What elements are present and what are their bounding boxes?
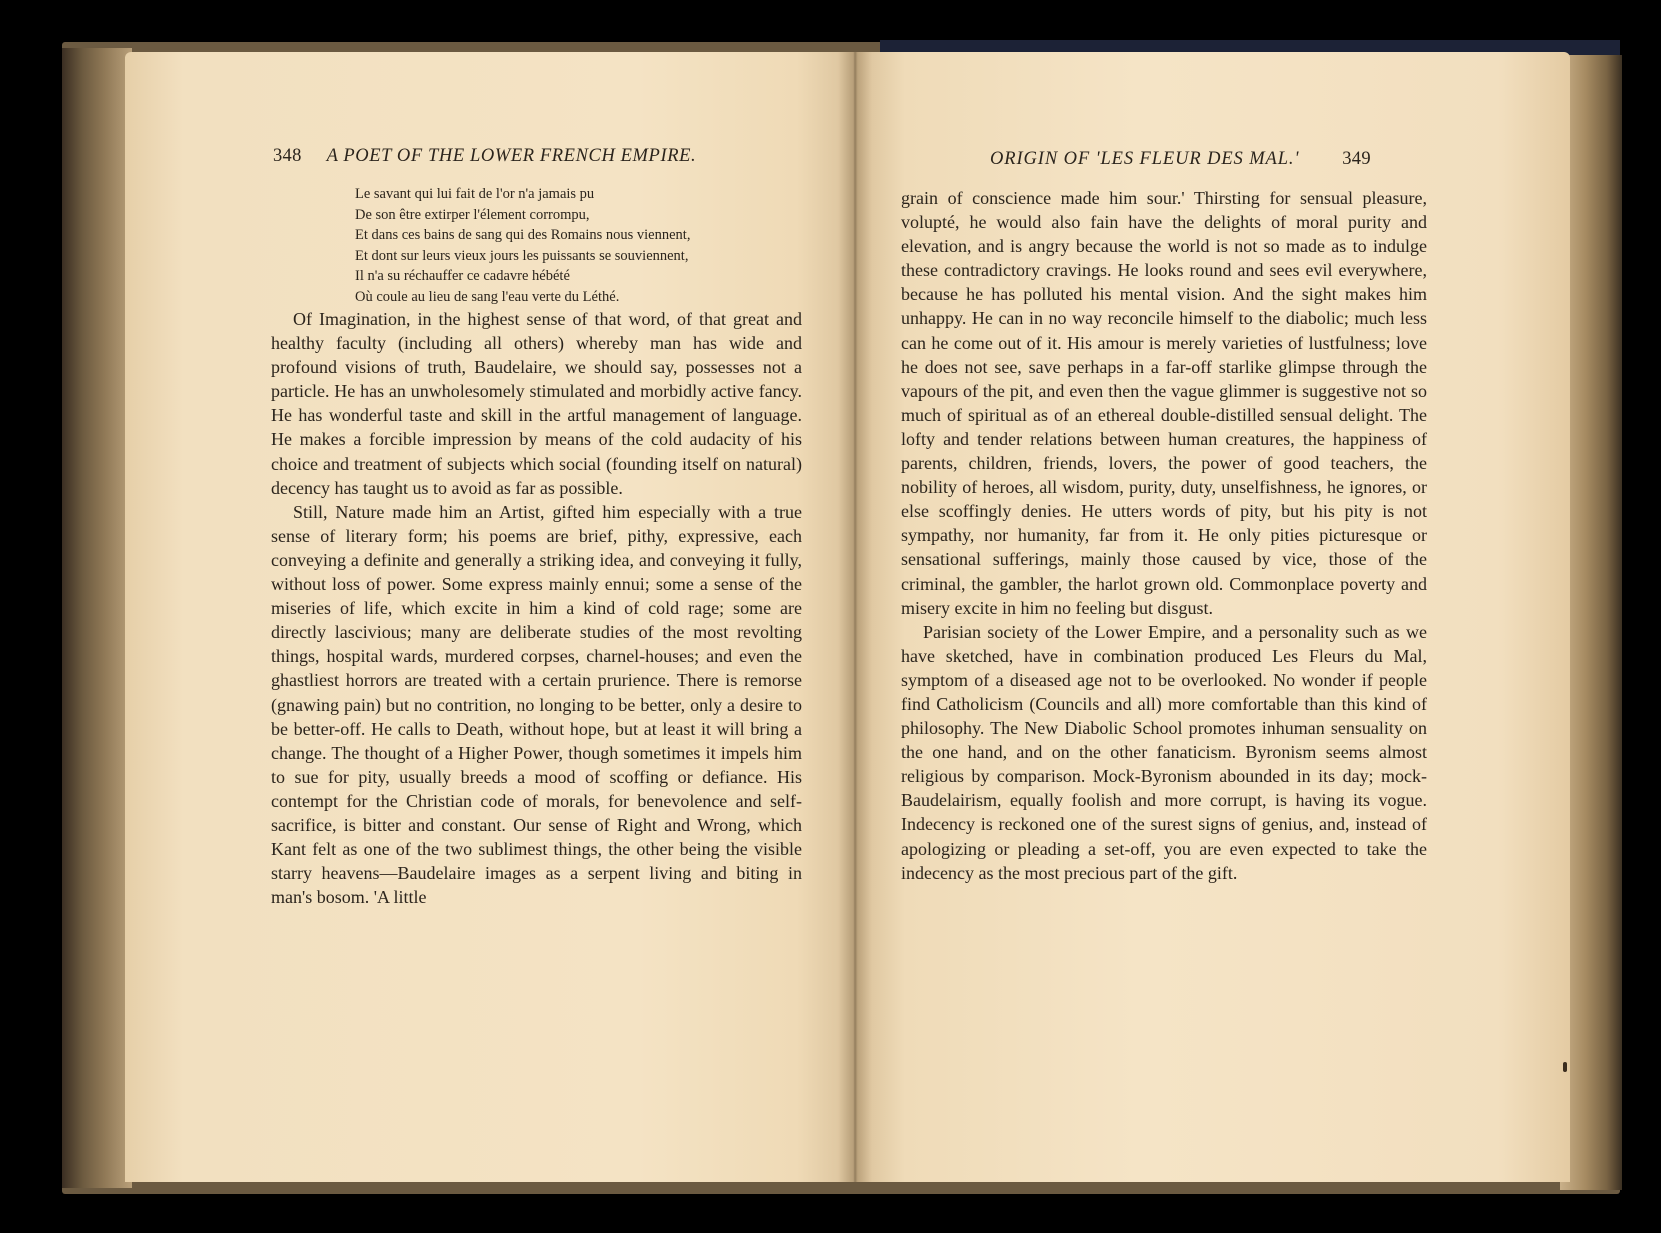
left-running-head	[273, 145, 696, 167]
left-page-title: A POET OF THE LOWER FRENCH EMPIRE.	[326, 146, 697, 166]
paper-speck	[1563, 1062, 1567, 1072]
verse-line: Il n'a su réchauffer ce cadavre hébété	[355, 268, 570, 284]
right-page-title: ORIGIN OF 'LES FLEUR DES MAL.'	[990, 149, 1300, 169]
verse-line: Et dont sur leurs vieux jours les puissants se souviennent,	[355, 247, 689, 264]
left-page-number: 348	[273, 146, 302, 166]
left-page-body	[271, 307, 802, 909]
verse-line: Et dans ces bains de sang qui des Romains nous viennent,	[355, 227, 691, 243]
paragraph: grain of conscience made him sour.' Thirsting for sensual pleasure, volupté, he would also fain have the delights of moral purity and elevation, and is angry because the world is not so made as to indulge these contradictory cravings. He looks round and sees evil everywhere, because he has polluted his mental vision. And the sight makes him unhappy. He can in no way reconcile himself to the diabolic; much less can he come out of it. His amour is merely varieties of lustfulness; love he does not see, save perhaps in a far-off starlike glimpse through the vapours of the pit, and even then the vague glimmer is suggestive not so much of spiritual as of an ethereal double-distilled sensual delight. The lofty and tender relations between human creatures, the happiness of parents, children, friends, lovers, the power of good teachers, the nobility of heroes, all wisdom, purity, duty, unselfishness, he ignores, or else scoffingly denies. He utters words of pity, but his pity is not sympathy, nor humanity, far from it. He only pities picturesque or sensational sufferings, mainly those caused by vice, those of the criminal, the gambler, the harlot grown old. Commonplace poverty and misery excite in him no feeling but disgust.	[901, 188, 1427, 618]
right-page-number: 349	[1342, 149, 1371, 169]
verse-quotation	[355, 184, 795, 307]
right-page-body	[901, 186, 1427, 885]
book-gutter	[838, 52, 872, 1182]
paragraph: Still, Nature made him an Artist, gifted him especially with a true sense of literary form; his poems are brief, pithy, expressive, each conveying a definite and generally a striking idea, and conveying it fully, without loss of power. Some express mainly ennui; some a sense of the miseries of life, which excite in him a kind of cold rage; some are directly lascivious; many are deliberate studies of the most revolting things, hospital wards, murdered corpses, charnel-houses; and even the ghastliest horrors are treated with a certain prurience. There is remorse (gnawing pain) but no contrition, no longing to be better, only a desire to be better-off. He calls to Death, without hope, but at least it will bring a change. The thought of a Higher Power, though sometimes it impels him to sue for pity, usually breeds a mood of scoffing or defiance. His contempt for the Christian code of morals, for benevolence and self-sacrifice, is bitter and constant. Our sense of Right and Wrong, which Kant felt as one of the two sublimest things, the other being the visible starry heavens—Baudelaire images as a serpent living and biting in man's bosom. 'A little	[271, 501, 802, 908]
page-edges-left	[62, 48, 132, 1188]
verse-line: Le savant qui lui fait de l'or n'a jamais pu	[355, 186, 595, 202]
verse-line: De son être extirper l'élement corrompu,	[355, 206, 590, 223]
paragraph: Parisian society of the Lower Empire, and a personality such as we have sketched, have in combination produced Les Fleurs du Mal, symptom of a diseased age not to be overlooked. No wonder if people find Catholicism (Councils and all) more comfortable than this kind of philosophy. The New Diabolic School promotes inhuman sensuality on the one hand, and on the other fanaticism. Byronism seems almost religious by comparison. Mock-Byronism abounded in its day; mock-Baudelairism, equally foolish and more corrupt, is having its vogue. Indecency is reckoned one of the surest signs of genius, and, instead of apologizing or pleading a set-off, you are even expected to take the indecency as the most precious part of the gift.	[901, 621, 1427, 883]
paragraph: Of Imagination, in the highest sense of that word, of that great and healthy faculty (including all others) whereby man has wide and profound visions of truth, Baudelaire, we should say, possesses not a particle. He has an unwholesomely stimulated and morbidly active fancy. He has wonderful taste and skill in the artful management of language. He makes a forcible impression by means of the cold audacity of his choice and treatment of subjects which social (founding itself on natural) decency has taught us to avoid as far as possible.	[271, 309, 802, 498]
verse-line: Où coule au lieu de sang l'eau verte du Léthé.	[355, 288, 620, 305]
right-running-head	[990, 148, 1371, 170]
